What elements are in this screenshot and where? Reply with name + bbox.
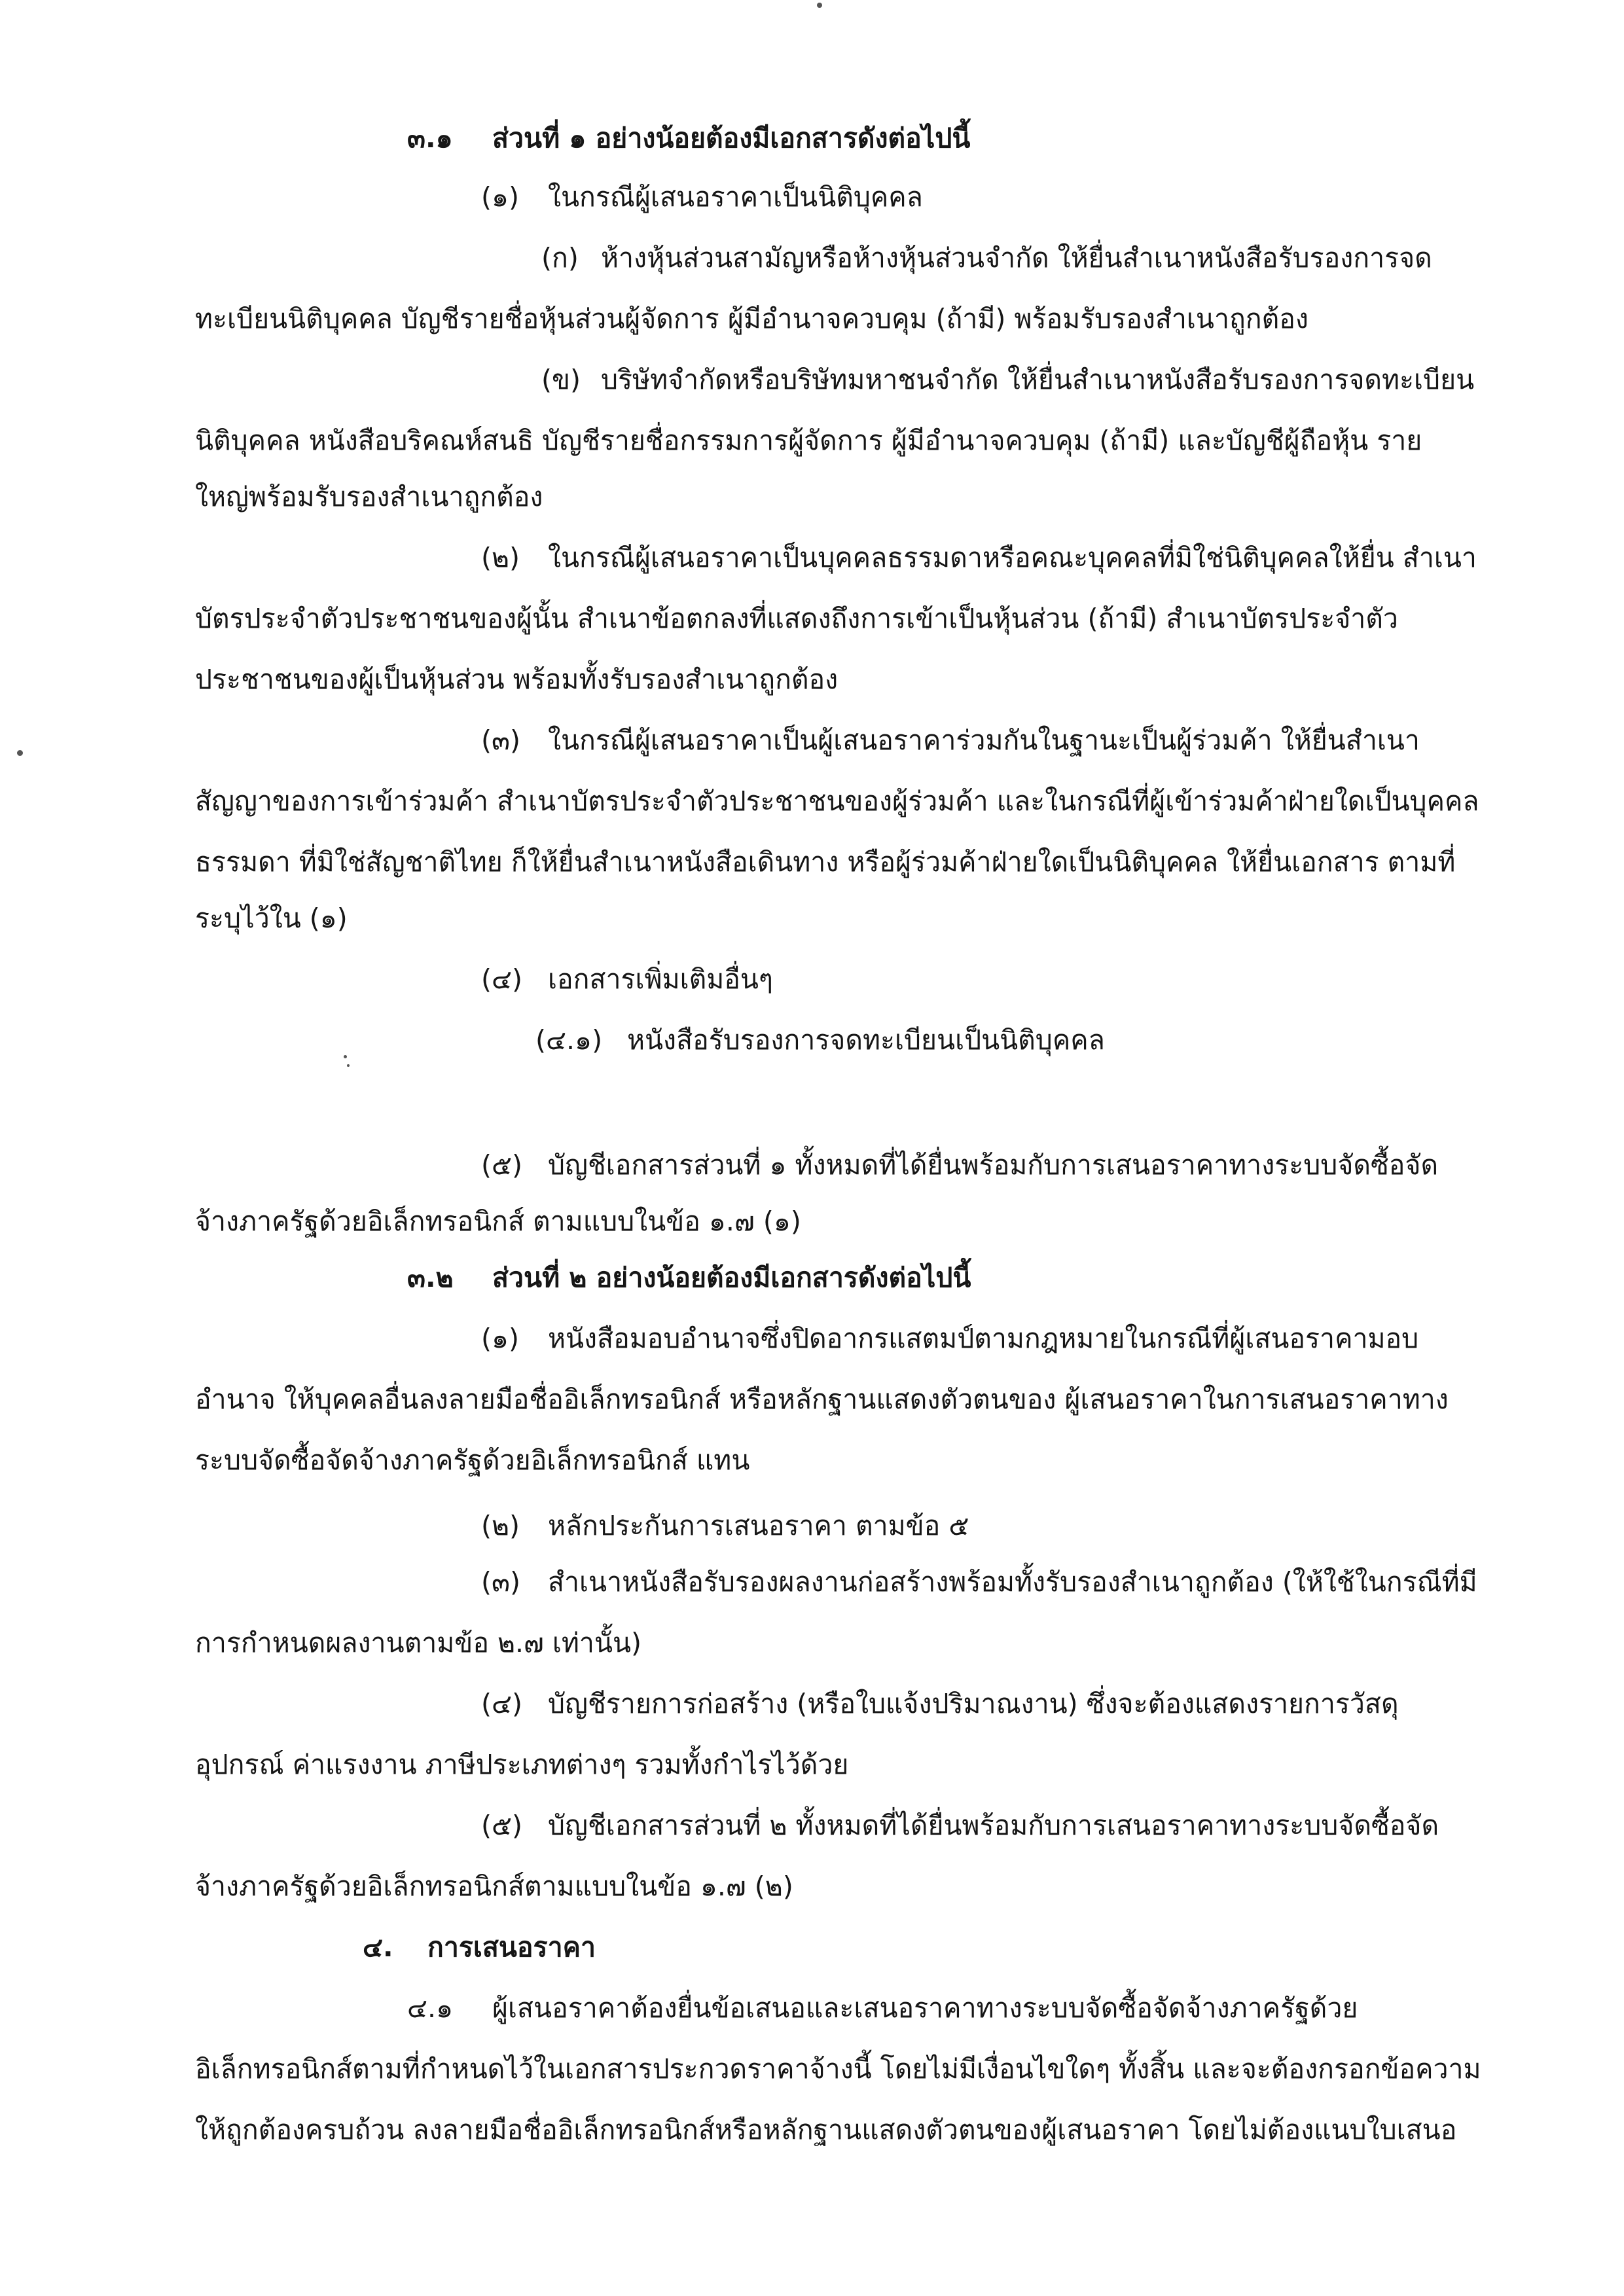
section-heading: การเสนอราคา bbox=[427, 1931, 596, 1963]
paragraph-line: ใหญ่พร้อมรับรองสำเนาถูกต้อง bbox=[195, 481, 543, 512]
paragraph-line: ระบุไว้ใน (๑) bbox=[195, 903, 348, 934]
paragraph-line: จ้างภาครัฐด้วยอิเล็กทรอนิกส์ตามแบบในข้อ ๑.๗ (๒) bbox=[195, 1871, 793, 1902]
paragraph-line: ห้างหุ้นส่วนสามัญหรือห้างหุ้นส่วนจำกัด ให้ยื่นสำเนาหนังสือรับรองการจด bbox=[601, 242, 1432, 274]
paragraph-line: สัญญาของการเข้าร่วมค้า สำเนาบัตรประจำตัวประชาชนของผู้ร่วมค้า และในกรณีที่ผู้เข้าร่วมค้าฝ่ายใดเป็นบุคคล bbox=[195, 785, 1479, 817]
paragraph-line: การกำหนดผลงานตามข้อ ๒.๗ เท่านั้น) bbox=[195, 1627, 642, 1659]
paragraph-line: ในกรณีผู้เสนอราคาเป็นผู้เสนอราคาร่วมกันในฐานะเป็นผู้ร่วมค้า ให้ยื่นสำเนา bbox=[548, 725, 1420, 756]
paragraph-line: หนังสือมอบอำนาจซึ่งปิดอากรแสตมป์ตามกฎหมายในกรณีที่ผู้เสนอราคามอบ bbox=[548, 1323, 1419, 1354]
scan-speck bbox=[344, 1055, 347, 1058]
item-text: เอกสารเพิ่มเติมอื่นๆ bbox=[548, 963, 773, 995]
item-number: (๓) bbox=[481, 1566, 521, 1598]
scan-speck bbox=[347, 1064, 350, 1067]
paragraph-line: อำนาจ ให้บุคคลอื่นลงลายมือชื่ออิเล็กทรอนิกส์ หรือหลักฐานแสดงตัวตนของ ผู้เสนอราคาในการเสนอราคาทาง bbox=[195, 1384, 1449, 1415]
sub-item-text: หนังสือรับรองการจดทะเบียนเป็นนิติบุคคล bbox=[627, 1024, 1105, 1056]
section-number: ๔. bbox=[363, 1931, 393, 1963]
item-number: (๕) bbox=[481, 1149, 523, 1181]
paragraph-line: อุปกรณ์ ค่าแรงงาน ภาษีประเภทต่างๆ รวมทั้งกำไรไว้ด้วย bbox=[195, 1749, 849, 1780]
item-number: (๔) bbox=[481, 963, 523, 995]
paragraph-line: สำเนาหนังสือรับรองผลงานก่อสร้างพร้อมทั้งรับรองสำเนาถูกต้อง (ให้ใช้ในกรณีที่มี bbox=[548, 1566, 1477, 1598]
item-number: (๒) bbox=[481, 542, 520, 573]
paragraph-line: ในกรณีผู้เสนอราคาเป็นบุคคลธรรมดาหรือคณะบุคคลที่มิใช่นิติบุคคลให้ยื่น สำเนา bbox=[548, 542, 1477, 573]
paragraph-line: ให้ถูกต้องครบถ้วน ลงลายมือชื่ออิเล็กทรอนิกส์หรือหลักฐานแสดงตัวตนของผู้เสนอราคา โดยไม่ต้องแนบใบเสนอ bbox=[195, 2114, 1457, 2145]
paragraph-line: บัญชีเอกสารส่วนที่ ๒ ทั้งหมดที่ได้ยื่นพร้อมกับการเสนอราคาทางระบบจัดซื้อจัด bbox=[548, 1810, 1439, 1841]
paragraph-line: นิติบุคคล หนังสือบริคณห์สนธิ บัญชีรายชื่อกรรมการผู้จัดการ ผู้มีอำนาจควบคุม (ถ้ามี) และบัญชีผู้ถือหุ้น ราย bbox=[195, 425, 1422, 456]
paragraph-line: ทะเบียนนิติบุคคล บัญชีรายชื่อหุ้นส่วนผู้จัดการ ผู้มีอำนาจควบคุม (ถ้ามี) พร้อมรับรองสำเนาถูกต้อง bbox=[195, 303, 1308, 334]
sub-item-number: (๔.๑) bbox=[535, 1024, 603, 1056]
section-heading: ส่วนที่ ๑ อย่างน้อยต้องมีเอกสารดังต่อไปนี้ bbox=[492, 122, 971, 154]
sub-item-number: (ก) bbox=[541, 242, 579, 274]
scan-speck bbox=[817, 3, 822, 8]
item-number: ๔.๑ bbox=[407, 1992, 454, 2024]
item-text: หลักประกันการเสนอราคา ตามข้อ ๕ bbox=[548, 1510, 969, 1541]
paragraph-line: บริษัทจำกัดหรือบริษัทมหาชนจำกัด ให้ยื่นสำเนาหนังสือรับรองการจดทะเบียน bbox=[601, 364, 1475, 395]
paragraph-line: บัญชีเอกสารส่วนที่ ๑ ทั้งหมดที่ได้ยื่นพร้อมกับการเสนอราคาทางระบบจัดซื้อจัด bbox=[548, 1149, 1439, 1181]
paragraph-line: ประชาชนของผู้เป็นหุ้นส่วน พร้อมทั้งรับรองสำเนาถูกต้อง bbox=[195, 664, 839, 695]
paragraph-line: ระบบจัดซื้อจัดจ้างภาครัฐด้วยอิเล็กทรอนิกส์ แทน bbox=[195, 1444, 750, 1476]
item-number: (๑) bbox=[481, 181, 520, 213]
paragraph-line: บัตรประจำตัวประชาชนของผู้นั้น สำเนาข้อตกลงที่แสดงถึงการเข้าเป็นหุ้นส่วน (ถ้ามี) สำเนาบัตรประจำตัว bbox=[195, 603, 1398, 634]
item-text: ในกรณีผู้เสนอราคาเป็นนิติบุคคล bbox=[548, 181, 923, 213]
paragraph-line: ผู้เสนอราคาต้องยื่นข้อเสนอและเสนอราคาทางระบบจัดซื้อจัดจ้างภาครัฐด้วย bbox=[492, 1992, 1358, 2024]
item-number: (๒) bbox=[481, 1510, 520, 1541]
item-number: (๕) bbox=[481, 1810, 523, 1841]
paragraph-line: จ้างภาครัฐด้วยอิเล็กทรอนิกส์ ตามแบบในข้อ ๑.๗ (๑) bbox=[195, 1206, 801, 1237]
section-number: ๓.๒ bbox=[407, 1262, 454, 1293]
section-number: ๓.๑ bbox=[407, 122, 453, 154]
item-number: (๓) bbox=[481, 725, 521, 756]
item-number: (๑) bbox=[481, 1323, 520, 1354]
paragraph-line: ธรรมดา ที่มิใช่สัญชาติไทย ก็ให้ยื่นสำเนาหนังสือเดินทาง หรือผู้ร่วมค้าฝ่ายใดเป็นนิติบุคคล ให้ยื่นเอกสาร ตามที่ bbox=[195, 846, 1456, 878]
scan-speck bbox=[17, 750, 23, 756]
section-heading: ส่วนที่ ๒ อย่างน้อยต้องมีเอกสารดังต่อไปนี้ bbox=[492, 1262, 971, 1293]
item-number: (๔) bbox=[481, 1688, 523, 1719]
paragraph-line: อิเล็กทรอนิกส์ตามที่กำหนดไว้ในเอกสารประกวดราคาจ้างนี้ โดยไม่มีเงื่อนไขใดๆ ทั้งสิ้น และจะต้องกรอกข้อความ bbox=[195, 2053, 1481, 2085]
sub-item-number: (ข) bbox=[541, 364, 581, 395]
paragraph-line: บัญชีรายการก่อสร้าง (หรือใบแจ้งปริมาณงาน) ซึ่งจะต้องแสดงรายการวัสดุ bbox=[548, 1688, 1399, 1719]
